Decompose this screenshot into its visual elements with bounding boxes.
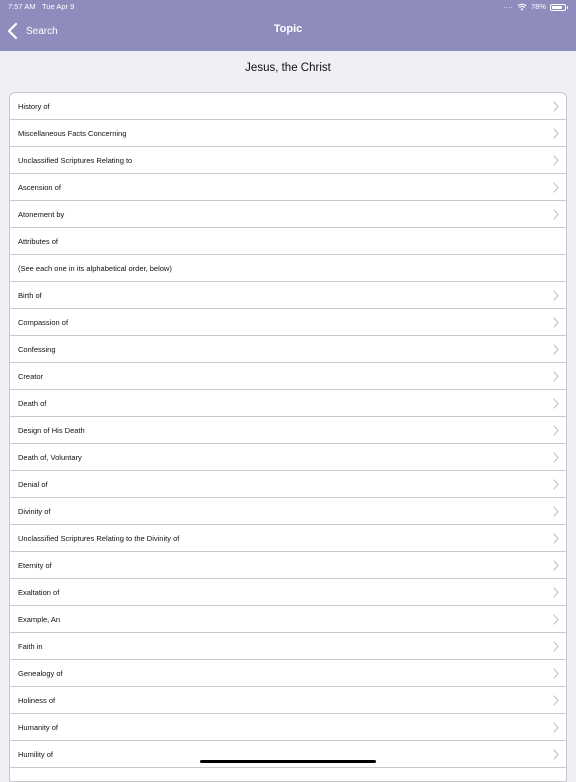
topic-list-item-label: Attributes of <box>18 237 59 246</box>
topic-list-item-label: Unclassified Scriptures Relating to the Divinity of <box>18 534 180 543</box>
topic-list-item[interactable] <box>10 363 566 390</box>
topic-list-item[interactable] <box>10 687 566 714</box>
topic-list-item-label: Confessing <box>18 345 56 354</box>
navigation-bar <box>0 0 576 51</box>
topic-list-item-label: Holiness of <box>18 696 56 705</box>
topic-list-item-label: Unclassified Scriptures Relating to <box>18 156 133 165</box>
chevron-right-icon <box>553 722 559 733</box>
topic-list-item-label: Humility of <box>18 750 54 759</box>
chevron-right-icon <box>553 371 559 382</box>
topic-list-item[interactable] <box>10 714 566 741</box>
topic-list-item[interactable] <box>10 201 566 228</box>
topic-list-item[interactable] <box>10 120 566 147</box>
topic-list-item-label: Birth of <box>18 291 42 300</box>
chevron-right-icon <box>553 344 559 355</box>
home-indicator <box>200 760 376 763</box>
topic-list-item-label: Example, An <box>18 615 61 624</box>
topic-list <box>9 92 567 782</box>
chevron-right-icon <box>553 479 559 490</box>
chevron-right-icon <box>553 425 559 436</box>
signal-dots: .... <box>503 3 513 10</box>
wifi-icon <box>517 3 527 11</box>
topic-list-item-label: Ascension of <box>18 183 61 192</box>
chevron-right-icon <box>553 587 559 598</box>
topic-list-item[interactable] <box>10 147 566 174</box>
topic-list-item[interactable] <box>10 552 566 579</box>
chevron-right-icon <box>553 182 559 193</box>
chevron-right-icon <box>553 533 559 544</box>
topic-list-item[interactable] <box>10 633 566 660</box>
topic-list-item-label: Humanity of <box>18 723 59 732</box>
topic-list-item[interactable] <box>10 309 566 336</box>
topic-list-item-label: Faith in <box>18 642 43 651</box>
chevron-right-icon <box>553 641 559 652</box>
chevron-right-icon <box>553 506 559 517</box>
chevron-right-icon <box>553 668 559 679</box>
topic-list-item-label: Exaltation of <box>18 588 60 597</box>
topic-list-item[interactable] <box>10 417 566 444</box>
topic-list-item-label: Genealogy of <box>18 669 63 678</box>
topic-list-item-label: Compassion of <box>18 318 69 327</box>
page-heading: Jesus, the Christ <box>245 62 331 74</box>
topic-list-item[interactable] <box>10 390 566 417</box>
status-time: 7:57 AM <box>8 2 36 11</box>
battery-icon <box>550 4 566 11</box>
topic-list-item[interactable] <box>10 255 566 282</box>
nav-title: Topic <box>273 23 303 35</box>
chevron-right-icon <box>553 209 559 220</box>
status-date: Tue Apr 9 <box>42 2 75 11</box>
status-right <box>503 0 566 14</box>
chevron-right-icon <box>553 749 559 760</box>
chevron-right-icon <box>553 695 559 706</box>
topic-list-item[interactable] <box>10 579 566 606</box>
topic-list-item-label: History of <box>18 102 50 111</box>
topic-list-item[interactable] <box>10 741 566 768</box>
topic-list-item-label: Divinity of <box>18 507 51 516</box>
chevron-right-icon <box>553 614 559 625</box>
topic-list-item[interactable] <box>10 525 566 552</box>
topic-list-item[interactable] <box>10 498 566 525</box>
topic-list-item-label: Death of, Voluntary <box>18 453 82 462</box>
chevron-right-icon <box>553 398 559 409</box>
topic-list-item[interactable] <box>10 93 566 120</box>
back-button-label: Search <box>26 25 58 37</box>
chevron-right-icon <box>553 317 559 328</box>
topic-list-item-label: Death of <box>18 399 47 408</box>
chevron-right-icon <box>553 155 559 166</box>
topic-list-item-label: Creator <box>18 372 44 381</box>
topic-list-item[interactable] <box>10 174 566 201</box>
topic-list-item-label: Eternity of <box>18 561 52 570</box>
topic-list-item[interactable] <box>10 444 566 471</box>
chevron-right-icon <box>553 560 559 571</box>
topic-list-item-label: Miscellaneous Facts Concerning <box>18 129 127 138</box>
topic-list-item-label: Atonement by <box>18 210 65 219</box>
status-bar <box>0 0 576 14</box>
topic-list-item[interactable] <box>10 660 566 687</box>
chevron-right-icon <box>553 128 559 139</box>
topic-list-item-label: Design of His Death <box>18 426 85 435</box>
battery-percent: 78% <box>530 2 546 11</box>
topic-list-item[interactable] <box>10 336 566 363</box>
chevron-right-icon <box>553 290 559 301</box>
topic-list-item-label: Denial of <box>18 480 48 489</box>
topic-list-item[interactable] <box>10 606 566 633</box>
chevron-right-icon <box>553 452 559 463</box>
chevron-right-icon <box>553 101 559 112</box>
topic-list-item[interactable] <box>10 282 566 309</box>
topic-list-item[interactable] <box>10 228 566 255</box>
topic-list-item-label: (See each one in its alphabetical order, below) <box>18 264 172 273</box>
topic-list-item[interactable] <box>10 471 566 498</box>
